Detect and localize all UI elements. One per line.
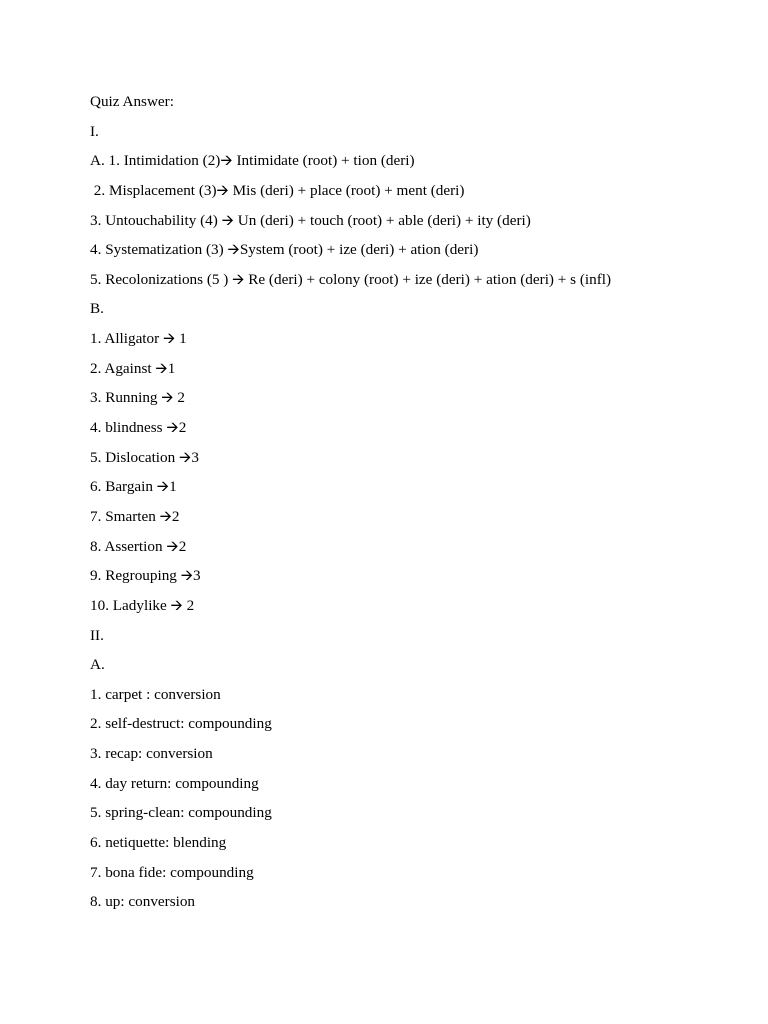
section-heading-II: II.: [90, 626, 104, 644]
answer-line-B8: 8. Assertion 🡪2: [90, 537, 187, 555]
answer-line-B9: 9. Regrouping 🡪3: [90, 567, 201, 585]
answer-line-IIA6: 6. netiquette: blending: [90, 834, 227, 852]
answer-line-IIA2: 2. self-destruct: compounding: [90, 715, 272, 733]
answer-line-IIA4: 4. day return: compounding: [90, 774, 259, 792]
answer-line-IIA3: 3. recap: conversion: [90, 745, 213, 763]
answer-line-B5: 5. Dislocation 🡪3: [90, 448, 199, 466]
answer-line-A1: A. 1. Intimidation (2)🡪 Intimidate (root) + tion (deri): [90, 152, 415, 170]
quiz-title: Quiz Answer:: [90, 93, 174, 110]
answer-line-B1: 1. Alligator 🡪 1: [90, 330, 187, 348]
answer-line-B4: 4. blindness 🡪2: [90, 419, 187, 437]
answer-line-IIA7: 7. bona fide: compounding: [90, 863, 254, 881]
section-heading-I: I.: [90, 122, 99, 140]
answer-line-A3: 3. Untouchability (4) 🡪 Un (deri) + touch (root) + able (deri) + ity (deri): [90, 211, 531, 229]
answer-line-IIA5: 5. spring-clean: compounding: [90, 804, 272, 822]
answer-line-B10: 10. Ladylike 🡪 2: [90, 596, 195, 614]
answer-line-B3: 3. Running 🡪 2: [90, 389, 186, 407]
answer-line-B7: 7. Smarten 🡪2: [90, 507, 180, 525]
subsection-heading-A: A.: [90, 656, 105, 674]
document-page: [90, 92, 730, 922]
answer-line-A2: 2. Misplacement (3)🡪 Mis (deri) + place (root) + ment (deri): [90, 181, 465, 199]
answer-line-IIA8: 8. up: conversion: [90, 893, 196, 911]
answer-line-B2: 2. Against 🡪1: [90, 359, 176, 377]
answer-line-A5: 5. Recolonizations (5 ) 🡪 Re (deri) + colony (root) + ize (deri) + ation (deri) + s (infl): [90, 270, 612, 288]
subsection-heading-B: B.: [90, 300, 104, 318]
answer-line-IIA1: 1. carpet : conversion: [90, 685, 221, 703]
answer-line-B6: 6. Bargain 🡪1: [90, 478, 177, 496]
answer-line-A4: 4. Systematization (3) 🡪System (root) + ize (deri) + ation (deri): [90, 241, 479, 259]
